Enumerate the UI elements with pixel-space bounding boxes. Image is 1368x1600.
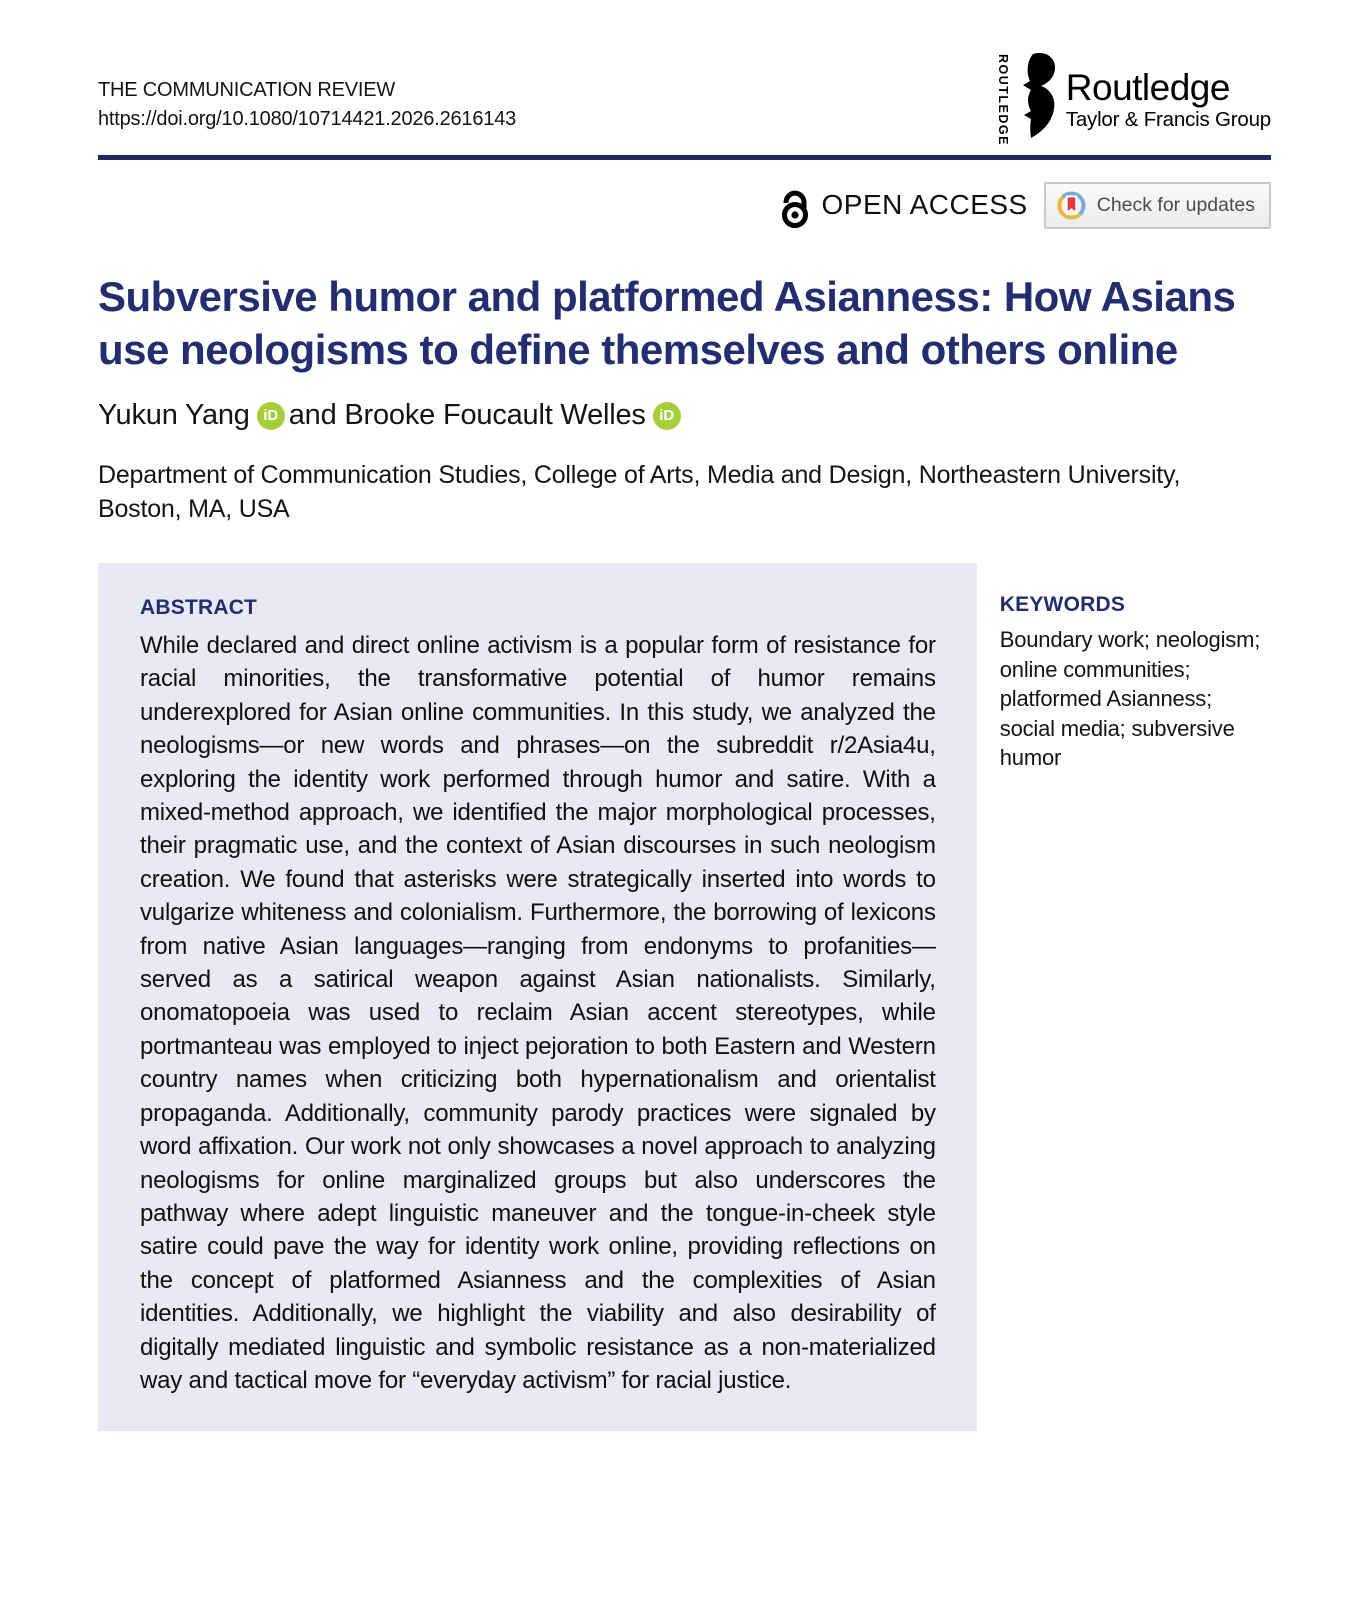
author-affiliation: Department of Communication Studies, College of Arts, Media and Design, Northeastern University, Boston, MA, USA: [98, 461, 1181, 523]
author-line: [98, 399, 1271, 432]
crossmark-icon: [1056, 190, 1087, 221]
routledge-vertical-text: ROUTLEDGE: [995, 54, 1010, 146]
orcid-icon[interactable]: iD: [653, 402, 681, 430]
keywords-text: Boundary work; neologism; online communities; platformed Asianness; social media; subversive humor: [999, 627, 1261, 770]
publisher-group: Taylor & Francis Group: [1065, 108, 1271, 131]
check-for-updates-button[interactable]: [1044, 182, 1271, 229]
author-name: Brooke Foucault Welles: [344, 399, 646, 431]
routledge-face-logo-icon: [1017, 52, 1059, 140]
author-separator: and: [288, 399, 337, 431]
publisher-name: Routledge: [1065, 67, 1230, 108]
header-divider: [98, 155, 1271, 160]
abstract-box: [98, 563, 977, 1431]
publisher-logo: [995, 52, 1271, 146]
journal-title: THE COMMUNICATION REVIEW: [98, 79, 396, 101]
article-title: Subversive humor and platformed Asianness: How Asians use neologisms to define themselves and others online: [98, 273, 1236, 373]
masthead: [98, 0, 1271, 146]
orcid-icon[interactable]: iD: [257, 402, 285, 430]
abstract-keywords-section: [98, 563, 1271, 1431]
publisher-wordmark: [1066, 52, 1271, 132]
open-access-label: OPEN ACCESS: [821, 189, 1028, 220]
doi-link[interactable]: https://doi.org/10.1080/10714421.2026.2616143: [98, 108, 517, 130]
open-access-padlock-icon: [776, 182, 812, 228]
abstract-text: While declared and direct online activism is a popular form of resistance for racial minorities, the transformative potential of humor remains underexplored for Asian online communities. In this study, we analyzed the neologisms—or new words and phrases—on the subreddit r/2Asia4u, exploring the identity work performed through humor and satire. With a mixed-method approach, we identified the major morphological processes, their pragmatic use, and the context of Asian discourses in such neologism creation. We found that asterisks were strategically inserted into words to vulgarize whiteness and colonialism. Furthermore, the borrowing of lexicons from native Asian languages—ranging from endonyms to profanities—served as a satirical weapon against Asian nationalists. Similarly, onomatopoeia was used to reclaim Asian accent stereotypes, while portmanteau was employed to inject pejoration to both Eastern and Western country names when criticizing both hypernationalism and orientalist propaganda. Additionally, community parody practices were signaled by word affixation. Our work not only showcases a novel approach to analyzing neologisms for online marginalized groups but also underscores the pathway where adept linguistic maneuver and the tongue-in-cheek style satire could pave the way for identity work online, providing reflections on the concept of platformed Asianness and the complexities of Asian identities. Additionally, we highlight the viability and also desirability of digitally mediated linguistic and symbolic resistance as a non-materialized way and tactical move for “everyday activism” for racial justice.: [140, 632, 936, 1394]
author-name: Yukun Yang: [98, 399, 250, 431]
abstract-heading: ABSTRACT: [140, 596, 258, 619]
open-access: [776, 182, 1028, 228]
check-for-updates-label: Check for updates: [1096, 193, 1255, 216]
journal-info: [98, 52, 516, 134]
keywords-heading: KEYWORDS: [999, 593, 1126, 616]
access-row: [98, 181, 1271, 229]
keywords-column: [1000, 563, 1271, 1431]
